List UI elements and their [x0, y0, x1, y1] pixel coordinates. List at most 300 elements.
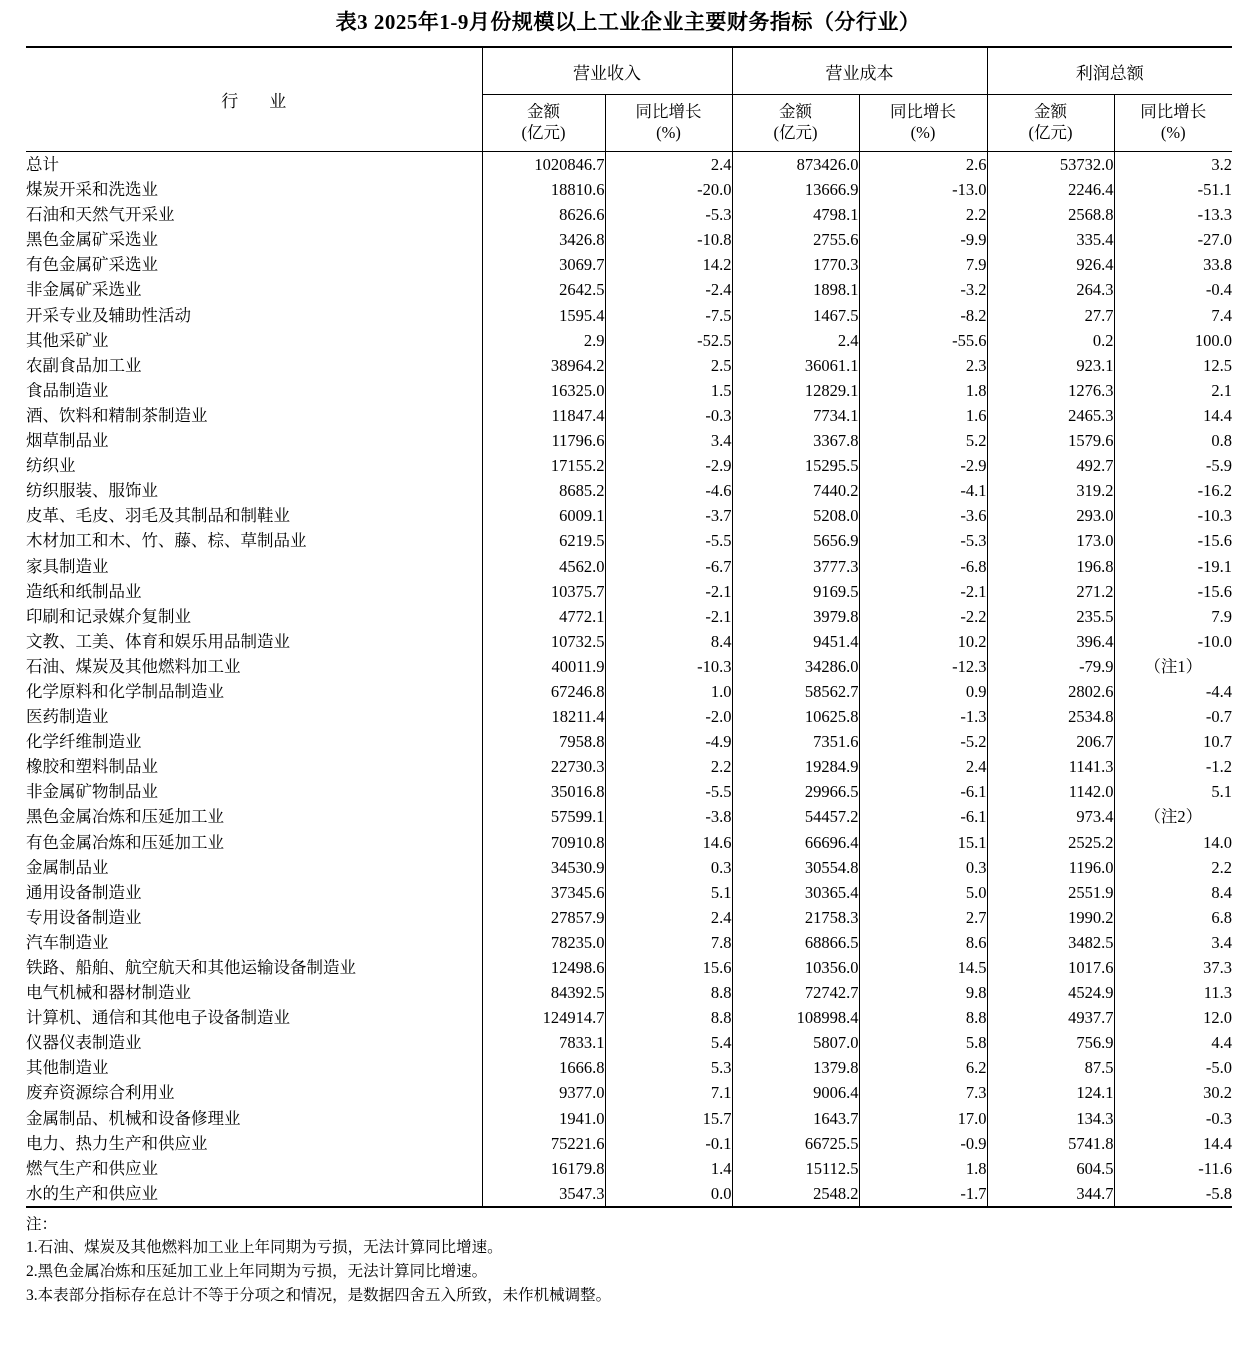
cost-growth-cell: 9.8: [859, 980, 987, 1005]
header-cost-amount-line2: (亿元): [773, 123, 818, 142]
cost-amount-cell: 7351.6: [732, 729, 859, 754]
revenue-growth-cell: -3.8: [605, 804, 732, 829]
cost-growth-cell: -9.9: [859, 227, 987, 252]
table-row: [26, 1005, 1232, 1030]
table-row: [26, 679, 1232, 704]
cost-amount-cell: 7734.1: [732, 403, 859, 428]
profit-amount-cell: 1579.6: [987, 428, 1114, 453]
industry-name-cell: 计算机、通信和其他电子设备制造业: [26, 1008, 290, 1028]
cost-amount-cell: 10625.8: [732, 704, 859, 729]
profit-growth-cell: -5.8: [1114, 1181, 1232, 1207]
industry-name-cell: 电气机械和器材制造业: [26, 983, 191, 1003]
revenue-growth-cell: 5.4: [605, 1030, 732, 1055]
note-item-3: 3.本表部分指标存在总计不等于分项之和情况，是数据四舍五入所致，未作机械调整。: [26, 1286, 612, 1304]
profit-amount-cell: 604.5: [987, 1156, 1114, 1181]
table-row: [26, 1156, 1232, 1181]
revenue-growth-cell: 2.4: [605, 905, 732, 930]
revenue-growth-cell: -3.7: [605, 503, 732, 528]
revenue-amount-cell: 67246.8: [482, 679, 605, 704]
industry-name-cell: 黑色金属矿采选业: [26, 230, 158, 250]
cost-amount-cell: 5807.0: [732, 1030, 859, 1055]
table-row: [26, 704, 1232, 729]
industry-name-cell: 化学原料和化学制品制造业: [26, 681, 224, 701]
profit-amount-cell: 4524.9: [987, 980, 1114, 1005]
industry-name-cell: 文教、工美、体育和娱乐用品制造业: [26, 631, 290, 651]
profit-growth-cell: 0.8: [1114, 428, 1232, 453]
profit-amount-cell: 3482.5: [987, 930, 1114, 955]
profit-amount-cell: 1276.3: [987, 378, 1114, 403]
profit-amount-cell: 492.7: [987, 453, 1114, 478]
revenue-growth-cell: 15.6: [605, 955, 732, 980]
industry-name-cell: 其他采矿业: [26, 330, 109, 350]
revenue-amount-cell: 18211.4: [482, 704, 605, 729]
revenue-amount-cell: 10375.7: [482, 579, 605, 604]
table-row: [26, 880, 1232, 905]
revenue-amount-cell: 4772.1: [482, 604, 605, 629]
revenue-amount-cell: 40011.9: [482, 654, 605, 679]
cost-growth-cell: 5.8: [859, 1030, 987, 1055]
profit-amount-cell: 1142.0: [987, 779, 1114, 804]
header-group-cost: 营业成本: [732, 47, 987, 95]
profit-growth-cell: 12.0: [1114, 1005, 1232, 1030]
cost-growth-cell: -1.3: [859, 704, 987, 729]
profit-amount-cell: 344.7: [987, 1181, 1114, 1207]
revenue-amount-cell: 6219.5: [482, 528, 605, 553]
profit-growth-cell: 7.4: [1114, 303, 1232, 328]
industry-name-cell: 石油和天然气开采业: [26, 205, 175, 225]
cost-amount-cell: 2755.6: [732, 227, 859, 252]
revenue-growth-cell: 5.1: [605, 880, 732, 905]
cost-amount-cell: 29966.5: [732, 779, 859, 804]
industry-name-cell: 非金属矿物制品业: [26, 782, 158, 802]
profit-amount-cell: 27.7: [987, 303, 1114, 328]
profit-amount-cell: 53732.0: [987, 152, 1114, 178]
profit-amount-cell: 2568.8: [987, 202, 1114, 227]
cost-growth-cell: 6.2: [859, 1055, 987, 1080]
table-row: [26, 328, 1232, 353]
cost-growth-cell: 0.3: [859, 855, 987, 880]
industry-name-cell: 开采专业及辅助性活动: [26, 305, 191, 325]
profit-amount-cell: 2534.8: [987, 704, 1114, 729]
profit-growth-cell: -0.7: [1114, 704, 1232, 729]
cost-growth-cell: -3.2: [859, 277, 987, 302]
header-revenue-growth: [605, 95, 732, 152]
industry-name-cell: 皮革、毛皮、羽毛及其制品和制鞋业: [26, 506, 290, 526]
revenue-growth-cell: 5.3: [605, 1055, 732, 1080]
cost-growth-cell: -5.2: [859, 729, 987, 754]
header-profit-growth-line2: (%): [1160, 123, 1186, 142]
profit-amount-cell: 0.2: [987, 328, 1114, 353]
cost-amount-cell: 5208.0: [732, 503, 859, 528]
industry-name-cell: 废弃资源综合利用业: [26, 1083, 175, 1103]
header-group-profit: 利润总额: [987, 47, 1232, 95]
cost-amount-cell: 7440.2: [732, 478, 859, 503]
revenue-growth-cell: 7.8: [605, 930, 732, 955]
profit-growth-cell: -4.4: [1114, 679, 1232, 704]
cost-growth-cell: 1.8: [859, 1156, 987, 1181]
table-row: [26, 980, 1232, 1005]
table-row: [26, 528, 1232, 553]
profit-amount-cell: 2465.3: [987, 403, 1114, 428]
profit-growth-cell: -19.1: [1114, 554, 1232, 579]
revenue-amount-cell: 7958.8: [482, 729, 605, 754]
profit-growth-cell: -5.0: [1114, 1055, 1232, 1080]
note-item-1: 1.石油、煤炭及其他燃料加工业上年同期为亏损，无法计算同比增速。: [26, 1239, 503, 1257]
cost-amount-cell: 10356.0: [732, 955, 859, 980]
header-profit-amount-line2: (亿元): [1028, 123, 1073, 142]
revenue-amount-cell: 57599.1: [482, 804, 605, 829]
profit-growth-cell: 14.4: [1114, 403, 1232, 428]
cost-growth-cell: 7.3: [859, 1080, 987, 1105]
profit-amount-cell: 396.4: [987, 629, 1114, 654]
profit-growth-cell: 37.3: [1114, 955, 1232, 980]
header-revenue-amount-line2: (亿元): [521, 123, 566, 142]
note-item-2: 2.黑色金属冶炼和压延加工业上年同期为亏损，无法计算同比增速。: [26, 1263, 488, 1281]
table-row: [26, 905, 1232, 930]
table-row: [26, 227, 1232, 252]
cost-growth-cell: 15.1: [859, 830, 987, 855]
revenue-amount-cell: 10732.5: [482, 629, 605, 654]
revenue-growth-cell: 8.8: [605, 1005, 732, 1030]
cost-amount-cell: 3367.8: [732, 428, 859, 453]
cost-amount-cell: 54457.2: [732, 804, 859, 829]
industry-name-cell: 食品制造业: [26, 380, 109, 400]
industry-name-cell: 木材加工和木、竹、藤、棕、草制品业: [26, 531, 307, 551]
revenue-amount-cell: 18810.6: [482, 177, 605, 202]
profit-amount-cell: 1990.2: [987, 905, 1114, 930]
revenue-amount-cell: 11796.6: [482, 428, 605, 453]
profit-growth-cell: 2.1: [1114, 378, 1232, 403]
header-revenue-growth-line2: (%): [656, 123, 681, 142]
cost-growth-cell: 0.9: [859, 679, 987, 704]
revenue-growth-cell: 0.0: [605, 1181, 732, 1207]
header-cost-amount: [732, 95, 859, 152]
cost-amount-cell: 72742.7: [732, 980, 859, 1005]
revenue-amount-cell: 3069.7: [482, 252, 605, 277]
table-row: [26, 729, 1232, 754]
revenue-amount-cell: 1020846.7: [482, 152, 605, 178]
header-profit-growth-line1: 同比增长: [1140, 102, 1207, 122]
profit-growth-cell: 12.5: [1114, 353, 1232, 378]
revenue-growth-cell: 0.3: [605, 855, 732, 880]
table-row: [26, 428, 1232, 453]
revenue-amount-cell: 78235.0: [482, 930, 605, 955]
profit-growth-cell: -16.2: [1114, 478, 1232, 503]
profit-growth-cell: -5.9: [1114, 453, 1232, 478]
revenue-amount-cell: 16325.0: [482, 378, 605, 403]
revenue-amount-cell: 70910.8: [482, 830, 605, 855]
table-row: [26, 1080, 1232, 1105]
header-revenue-amount: [482, 95, 605, 152]
profit-amount-cell: 264.3: [987, 277, 1114, 302]
profit-amount-cell: 293.0: [987, 503, 1114, 528]
cost-amount-cell: 9006.4: [732, 1080, 859, 1105]
cost-growth-cell: -5.3: [859, 528, 987, 553]
cost-amount-cell: 2.4: [732, 328, 859, 353]
revenue-growth-cell: 1.0: [605, 679, 732, 704]
profit-growth-cell: 33.8: [1114, 252, 1232, 277]
revenue-amount-cell: 22730.3: [482, 754, 605, 779]
cost-growth-cell: -4.1: [859, 478, 987, 503]
revenue-growth-cell: 1.5: [605, 378, 732, 403]
table-row: [26, 1030, 1232, 1055]
table-row: [26, 1106, 1232, 1131]
header-revenue-growth-line1: 同比增长: [635, 102, 702, 122]
cost-growth-cell: -55.6: [859, 328, 987, 353]
industry-name-cell: 酒、饮料和精制茶制造业: [26, 405, 208, 425]
table-row: [26, 579, 1232, 604]
revenue-amount-cell: 4562.0: [482, 554, 605, 579]
industry-name-cell: 通用设备制造业: [26, 882, 142, 902]
cost-amount-cell: 36061.1: [732, 353, 859, 378]
industry-name-cell: 造纸和纸制品业: [26, 581, 142, 601]
revenue-amount-cell: 8685.2: [482, 478, 605, 503]
profit-amount-cell: 4937.7: [987, 1005, 1114, 1030]
industry-name-cell: 专用设备制造业: [26, 907, 142, 927]
profit-growth-cell: 2.2: [1114, 855, 1232, 880]
table-row: [26, 629, 1232, 654]
revenue-growth-cell: -52.5: [605, 328, 732, 353]
header-group-row: [26, 47, 1232, 95]
profit-growth-cell: 6.8: [1114, 905, 1232, 930]
profit-growth-cell: 3.2: [1114, 152, 1232, 178]
cost-amount-cell: 9451.4: [732, 629, 859, 654]
industry-name-cell: 化学纤维制造业: [26, 732, 142, 752]
cost-growth-cell: 2.2: [859, 202, 987, 227]
industry-name-cell: 水的生产和供应业: [26, 1181, 482, 1207]
revenue-growth-cell: -2.9: [605, 453, 732, 478]
cost-amount-cell: 21758.3: [732, 905, 859, 930]
table-row: [26, 1181, 1232, 1207]
cost-amount-cell: 13666.9: [732, 177, 859, 202]
industry-name-cell: 燃气生产和供应业: [26, 1158, 158, 1178]
revenue-growth-cell: -7.5: [605, 303, 732, 328]
revenue-growth-cell: -2.1: [605, 579, 732, 604]
table-row: [26, 503, 1232, 528]
revenue-growth-cell: -5.5: [605, 779, 732, 804]
revenue-growth-cell: -6.7: [605, 554, 732, 579]
table-row: [26, 779, 1232, 804]
header-profit-amount-line1: 金额: [1034, 102, 1067, 122]
cost-amount-cell: 1770.3: [732, 252, 859, 277]
header-cost-growth-line1: 同比增长: [890, 102, 956, 122]
industry-name-cell: 有色金属矿采选业: [26, 255, 158, 275]
profit-growth-cell: 30.2: [1114, 1080, 1232, 1105]
table-header: [26, 47, 1232, 152]
table-row: [26, 378, 1232, 403]
cost-growth-cell: -2.1: [859, 579, 987, 604]
cost-amount-cell: 4798.1: [732, 202, 859, 227]
profit-amount-cell: 196.8: [987, 554, 1114, 579]
revenue-growth-cell: -0.3: [605, 403, 732, 428]
cost-growth-cell: -1.7: [859, 1181, 987, 1207]
header-cost-growth: [859, 95, 987, 152]
revenue-growth-cell: 2.4: [605, 152, 732, 178]
cost-amount-cell: 19284.9: [732, 754, 859, 779]
cost-amount-cell: 15112.5: [732, 1156, 859, 1181]
cost-growth-cell: 8.8: [859, 1005, 987, 1030]
cost-amount-cell: 3777.3: [732, 554, 859, 579]
revenue-amount-cell: 75221.6: [482, 1131, 605, 1156]
table-row: [26, 353, 1232, 378]
cost-growth-cell: -8.2: [859, 303, 987, 328]
profit-growth-cell: -0.3: [1114, 1106, 1232, 1131]
industry-name-cell: 总计: [26, 155, 59, 174]
profit-growth-cell: （注2）: [1114, 804, 1232, 829]
revenue-amount-cell: 1595.4: [482, 303, 605, 328]
revenue-amount-cell: 2642.5: [482, 277, 605, 302]
financial-indicators-table: [26, 46, 1232, 1208]
revenue-amount-cell: 3426.8: [482, 227, 605, 252]
profit-growth-cell: （注1）: [1114, 654, 1232, 679]
revenue-growth-cell: 15.7: [605, 1106, 732, 1131]
profit-growth-cell: -15.6: [1114, 528, 1232, 553]
header-group-revenue: 营业收入: [482, 47, 732, 95]
cost-growth-cell: 8.6: [859, 930, 987, 955]
profit-growth-cell: -11.6: [1114, 1156, 1232, 1181]
cost-amount-cell: 108998.4: [732, 1005, 859, 1030]
table-row: [26, 554, 1232, 579]
cost-growth-cell: -2.2: [859, 604, 987, 629]
cost-growth-cell: 10.2: [859, 629, 987, 654]
cost-amount-cell: 1898.1: [732, 277, 859, 302]
profit-growth-cell: 3.4: [1114, 930, 1232, 955]
industry-name-cell: 医药制造业: [26, 707, 109, 727]
cost-growth-cell: 1.6: [859, 403, 987, 428]
profit-amount-cell: 173.0: [987, 528, 1114, 553]
cost-amount-cell: 1467.5: [732, 303, 859, 328]
industry-name-cell: 纺织服装、服饰业: [26, 481, 158, 501]
revenue-growth-cell: 2.2: [605, 754, 732, 779]
notes-label: 注：: [26, 1215, 58, 1233]
cost-growth-cell: 2.6: [859, 152, 987, 178]
table-row: [26, 202, 1232, 227]
table-body: [26, 152, 1232, 1207]
cost-growth-cell: 14.5: [859, 955, 987, 980]
cost-growth-cell: -0.9: [859, 1131, 987, 1156]
revenue-growth-cell: 14.2: [605, 252, 732, 277]
industry-name-cell: 非金属矿采选业: [26, 280, 142, 300]
cost-growth-cell: 17.0: [859, 1106, 987, 1131]
revenue-growth-cell: 14.6: [605, 830, 732, 855]
table-row: [26, 152, 1232, 178]
cost-growth-cell: 5.2: [859, 428, 987, 453]
table-row: [26, 804, 1232, 829]
cost-growth-cell: 2.4: [859, 754, 987, 779]
profit-amount-cell: 923.1: [987, 353, 1114, 378]
revenue-growth-cell: -2.4: [605, 277, 732, 302]
industry-name-cell: 橡胶和塑料制品业: [26, 757, 158, 777]
industry-name-cell: 铁路、船舶、航空航天和其他运输设备制造业: [26, 958, 356, 977]
industry-name-cell: 有色金属冶炼和压延加工业: [26, 832, 224, 852]
header-profit-amount: [987, 95, 1114, 152]
revenue-growth-cell: 2.5: [605, 353, 732, 378]
table-row: [26, 930, 1232, 955]
cost-growth-cell: 2.7: [859, 905, 987, 930]
profit-growth-cell: -10.0: [1114, 629, 1232, 654]
cost-amount-cell: 2548.2: [732, 1181, 859, 1207]
profit-amount-cell: 271.2: [987, 579, 1114, 604]
cost-amount-cell: 66696.4: [732, 830, 859, 855]
revenue-growth-cell: -10.3: [605, 654, 732, 679]
cost-growth-cell: -6.1: [859, 779, 987, 804]
revenue-amount-cell: 8626.6: [482, 202, 605, 227]
profit-amount-cell: 1196.0: [987, 855, 1114, 880]
profit-growth-cell: -13.3: [1114, 202, 1232, 227]
revenue-amount-cell: 84392.5: [482, 980, 605, 1005]
cost-growth-cell: -6.1: [859, 804, 987, 829]
cost-growth-cell: 1.8: [859, 378, 987, 403]
revenue-amount-cell: 1941.0: [482, 1106, 605, 1131]
revenue-growth-cell: -0.1: [605, 1131, 732, 1156]
revenue-amount-cell: 17155.2: [482, 453, 605, 478]
profit-amount-cell: 319.2: [987, 478, 1114, 503]
profit-amount-cell: 235.5: [987, 604, 1114, 629]
table-row: [26, 830, 1232, 855]
industry-name-cell: 农副食品加工业: [26, 355, 142, 375]
profit-growth-cell: -10.3: [1114, 503, 1232, 528]
revenue-growth-cell: -4.6: [605, 478, 732, 503]
industry-name-cell: 石油、煤炭及其他燃料加工业: [26, 656, 241, 676]
table-row: [26, 252, 1232, 277]
revenue-growth-cell: 1.4: [605, 1156, 732, 1181]
industry-name-cell: 黑色金属冶炼和压延加工业: [26, 807, 224, 827]
table-row: [26, 604, 1232, 629]
header-profit-growth: [1114, 95, 1232, 152]
industry-name-cell: 煤炭开采和洗选业: [26, 180, 158, 200]
industry-name-cell: 纺织业: [26, 456, 76, 476]
industry-name-cell: 家具制造业: [26, 556, 109, 576]
header-industry: 行 业: [26, 47, 482, 152]
profit-amount-cell: 5741.8: [987, 1131, 1114, 1156]
profit-amount-cell: 2551.9: [987, 880, 1114, 905]
table-row: [26, 1055, 1232, 1080]
cost-amount-cell: 30554.8: [732, 855, 859, 880]
revenue-amount-cell: 7833.1: [482, 1030, 605, 1055]
revenue-amount-cell: 38964.2: [482, 353, 605, 378]
cost-growth-cell: 7.9: [859, 252, 987, 277]
industry-name-cell: 印刷和记录媒介复制业: [26, 606, 191, 626]
profit-amount-cell: 87.5: [987, 1055, 1114, 1080]
cost-growth-cell: -6.8: [859, 554, 987, 579]
profit-growth-cell: -51.1: [1114, 177, 1232, 202]
cost-amount-cell: 12829.1: [732, 378, 859, 403]
table-row: [26, 955, 1232, 980]
table-row: [26, 654, 1232, 679]
revenue-growth-cell: 8.8: [605, 980, 732, 1005]
revenue-growth-cell: -10.8: [605, 227, 732, 252]
profit-growth-cell: 7.9: [1114, 604, 1232, 629]
profit-amount-cell: 756.9: [987, 1030, 1114, 1055]
revenue-growth-cell: 7.1: [605, 1080, 732, 1105]
profit-growth-cell: 8.4: [1114, 880, 1232, 905]
revenue-growth-cell: -2.0: [605, 704, 732, 729]
revenue-amount-cell: 2.9: [482, 328, 605, 353]
revenue-amount-cell: 35016.8: [482, 779, 605, 804]
cost-growth-cell: -12.3: [859, 654, 987, 679]
industry-name-cell: 电力、热力生产和供应业: [26, 1133, 208, 1153]
revenue-growth-cell: -4.9: [605, 729, 732, 754]
revenue-growth-cell: -5.5: [605, 528, 732, 553]
cost-amount-cell: 34286.0: [732, 654, 859, 679]
table-row: [26, 303, 1232, 328]
profit-amount-cell: 926.4: [987, 252, 1114, 277]
revenue-amount-cell: 12498.6: [482, 955, 605, 980]
cost-amount-cell: 30365.4: [732, 880, 859, 905]
table-row: [26, 277, 1232, 302]
profit-growth-cell: 10.7: [1114, 729, 1232, 754]
table-row: [26, 754, 1232, 779]
